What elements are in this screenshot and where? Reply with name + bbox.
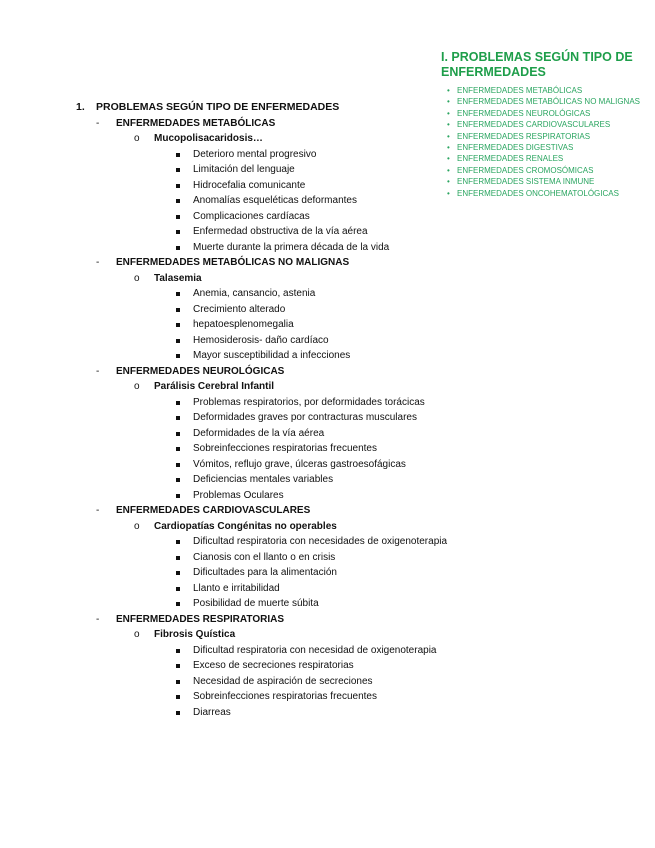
summary-item-label: ENFERMEDADES RESPIRATORIAS [457, 131, 591, 141]
bullet-icon: • [447, 86, 450, 95]
list-item-text: Limitación del lenguaje [193, 164, 295, 175]
summary-item-label: ENFERMEDADES ONCOHEMATOLÓGICAS [457, 188, 619, 198]
summary-item-label: ENFERMEDADES CROMOSÓMICAS [457, 165, 594, 175]
list-item-text: Vómitos, reflujo grave, úlceras gastroesofágicas [193, 458, 406, 470]
square-bullet-icon [176, 308, 180, 312]
list-item [76, 674, 636, 690]
list-item-text: Exceso de secreciones respiratorias [193, 660, 354, 671]
list-item [76, 348, 636, 364]
disease-heading [76, 627, 636, 643]
dash-icon: - [96, 505, 100, 516]
summary-item-label: ENFERMEDADES NEUROLÓGICAS [457, 108, 591, 118]
list-item [76, 488, 636, 504]
list-item [76, 178, 636, 194]
summary-item-label: ENFERMEDADES SISTEMA INMUNE [457, 177, 595, 187]
list-item-text: Posibilidad de muerte súbita [193, 598, 319, 609]
list-item-text: Cianosis con el llanto o en crisis [193, 551, 336, 563]
category-label: ENFERMEDADES RESPIRATORIAS [116, 613, 284, 625]
bullet-icon: • [447, 165, 450, 175]
circle-bullet-icon: o [134, 272, 140, 284]
category-heading [76, 364, 636, 380]
square-bullet-icon [176, 416, 180, 420]
list-item-text: Muerte durante la primera década de la vida [193, 241, 390, 253]
category-heading [76, 503, 636, 519]
square-bullet-icon [176, 246, 180, 250]
list-item-text: Dificultad respiratoria con necesidades de oxigenoterapia [193, 536, 448, 547]
list-item-text: Sobreinfecciones respiratorias frecuentes [193, 691, 377, 702]
bullet-icon: • [447, 143, 450, 153]
disease-heading [76, 271, 636, 287]
disease-label: Fibrosis Quística [154, 629, 236, 640]
category-label: ENFERMEDADES METABÓLICAS [116, 117, 276, 129]
list-item [76, 457, 636, 473]
square-bullet-icon [176, 540, 180, 544]
list-item [76, 689, 636, 705]
list-item [76, 550, 636, 566]
summary-item-label: ENFERMEDADES RENALES [457, 154, 564, 164]
circle-bullet-icon: o [134, 133, 140, 144]
list-item [76, 596, 636, 612]
list-item-text: Deficiencias mentales variables [193, 474, 334, 485]
list-item [76, 193, 636, 209]
list-item-text: Anomalías esqueléticas deformantes [193, 195, 357, 206]
bullet-icon: • [447, 108, 450, 118]
summary-item-label: ENFERMEDADES METABÓLICAS NO MALIGNAS [457, 97, 640, 107]
category-label: ENFERMEDADES CARDIOVASCULARES [116, 505, 311, 516]
list-item-text: Necesidad de aspiración de secreciones [193, 675, 373, 687]
bullet-icon: • [447, 120, 450, 130]
circle-bullet-icon: o [134, 629, 140, 640]
list-item-text: Dificultad respiratoria con necesidad de oxigenoterapia [193, 644, 437, 656]
category-heading [76, 116, 636, 132]
disease-heading [76, 379, 636, 395]
circle-bullet-icon: o [134, 520, 140, 532]
square-bullet-icon [176, 153, 180, 157]
circle-bullet-icon: o [134, 381, 140, 392]
dash-icon: - [96, 613, 100, 625]
disease-label: Talasemia [154, 272, 202, 284]
square-bullet-icon [176, 711, 180, 715]
category-heading [76, 255, 636, 271]
square-bullet-icon [176, 401, 180, 405]
list-item [76, 286, 636, 302]
list-item-text: Problemas respiratorios, por deformidades torácicas [193, 396, 425, 408]
list-item-text: hepatoesplenomegalia [193, 319, 294, 330]
list-item-text: Hidrocefalia comunicante [193, 179, 306, 191]
list-item-text: Anemia, cansancio, astenia [193, 288, 316, 299]
disease-label: Cardiopatías Congénitas no operables [154, 520, 337, 532]
list-item [76, 395, 636, 411]
square-bullet-icon [176, 664, 180, 668]
list-item [76, 658, 636, 674]
list-item-text: Complicaciones cardíacas [193, 210, 310, 222]
summary-item-label: ENFERMEDADES METABÓLICAS [457, 86, 583, 95]
square-bullet-icon [176, 680, 180, 684]
list-item [76, 565, 636, 581]
square-bullet-icon [176, 339, 180, 343]
list-item-text: Deterioro mental progresivo [193, 148, 317, 160]
list-item [76, 240, 636, 256]
square-bullet-icon [176, 494, 180, 498]
list-item [76, 302, 636, 318]
list-item-text: Sobreinfecciones respiratorias frecuentes [193, 443, 377, 454]
category-heading [76, 612, 636, 628]
bullet-icon: • [447, 154, 450, 164]
summary-item-label: ENFERMEDADES CARDIOVASCULARES [457, 120, 611, 130]
list-item [76, 147, 636, 163]
list-item [76, 317, 636, 333]
square-bullet-icon [176, 199, 180, 203]
square-bullet-icon [176, 695, 180, 699]
square-bullet-icon [176, 602, 180, 606]
bullet-icon: • [447, 188, 450, 198]
list-item [76, 224, 636, 240]
square-bullet-icon [176, 463, 180, 467]
list-item [76, 410, 636, 426]
disease-label: Mucopolisacaridosis… [154, 133, 263, 144]
category-label: ENFERMEDADES NEUROLÓGICAS [116, 365, 285, 377]
bullet-icon: • [447, 97, 450, 107]
square-bullet-icon [176, 292, 180, 296]
square-bullet-icon [176, 478, 180, 482]
list-item-text: Llanto e irritabilidad [193, 582, 280, 594]
list-item-text: Hemosiderosis- daño cardíaco [193, 334, 329, 346]
list-item [76, 162, 636, 178]
list-item [76, 441, 636, 457]
bullet-icon: • [447, 131, 450, 141]
square-bullet-icon [176, 447, 180, 451]
list-item-text: Crecimiento alterado [193, 303, 286, 315]
dash-icon: - [96, 257, 100, 268]
list-item [76, 534, 636, 550]
square-bullet-icon [176, 230, 180, 234]
square-bullet-icon [176, 432, 180, 436]
square-bullet-icon [176, 215, 180, 219]
square-bullet-icon [176, 184, 180, 188]
list-item [76, 705, 636, 721]
section-heading [76, 100, 636, 116]
square-bullet-icon [176, 571, 180, 575]
main-outline [76, 100, 636, 720]
square-bullet-icon [176, 168, 180, 172]
disease-label: Parálisis Cerebral Infantil [154, 381, 275, 392]
square-bullet-icon [176, 556, 180, 560]
list-item-text: Mayor susceptibilidad a infecciones [193, 350, 351, 361]
list-item-text: Deformidades de la vía aérea [193, 427, 325, 439]
list-item-text: Problemas Oculares [193, 489, 284, 501]
list-item [76, 581, 636, 597]
dash-icon: - [96, 365, 100, 377]
square-bullet-icon [176, 354, 180, 358]
summary-title: I. PROBLEMAS SEGÚN TIPO DE ENFERMEDADES [441, 50, 633, 79]
disease-heading [76, 131, 636, 147]
summary-item [447, 85, 651, 96]
dash-icon: - [96, 117, 100, 129]
list-item-text: Diarreas [193, 706, 231, 718]
list-item [76, 426, 636, 442]
list-item [76, 643, 636, 659]
bullet-icon: • [447, 177, 450, 187]
summary-item-label: ENFERMEDADES DIGESTIVAS [457, 143, 574, 153]
section-number: 1. [76, 101, 85, 113]
square-bullet-icon [176, 587, 180, 591]
list-item-text: Enfermedad obstructiva de la vía aérea [193, 226, 368, 237]
disease-heading [76, 519, 636, 535]
category-label: ENFERMEDADES METABÓLICAS NO MALIGNAS [116, 257, 350, 268]
list-item [76, 209, 636, 225]
section-heading-text: PROBLEMAS SEGÚN TIPO DE ENFERMEDADES [96, 101, 340, 113]
list-item-text: Dificultades para la alimentación [193, 567, 337, 578]
square-bullet-icon [176, 323, 180, 327]
list-item [76, 472, 636, 488]
square-bullet-icon [176, 649, 180, 653]
list-item [76, 333, 636, 349]
list-item-text: Deformidades graves por contracturas musculares [193, 412, 417, 423]
